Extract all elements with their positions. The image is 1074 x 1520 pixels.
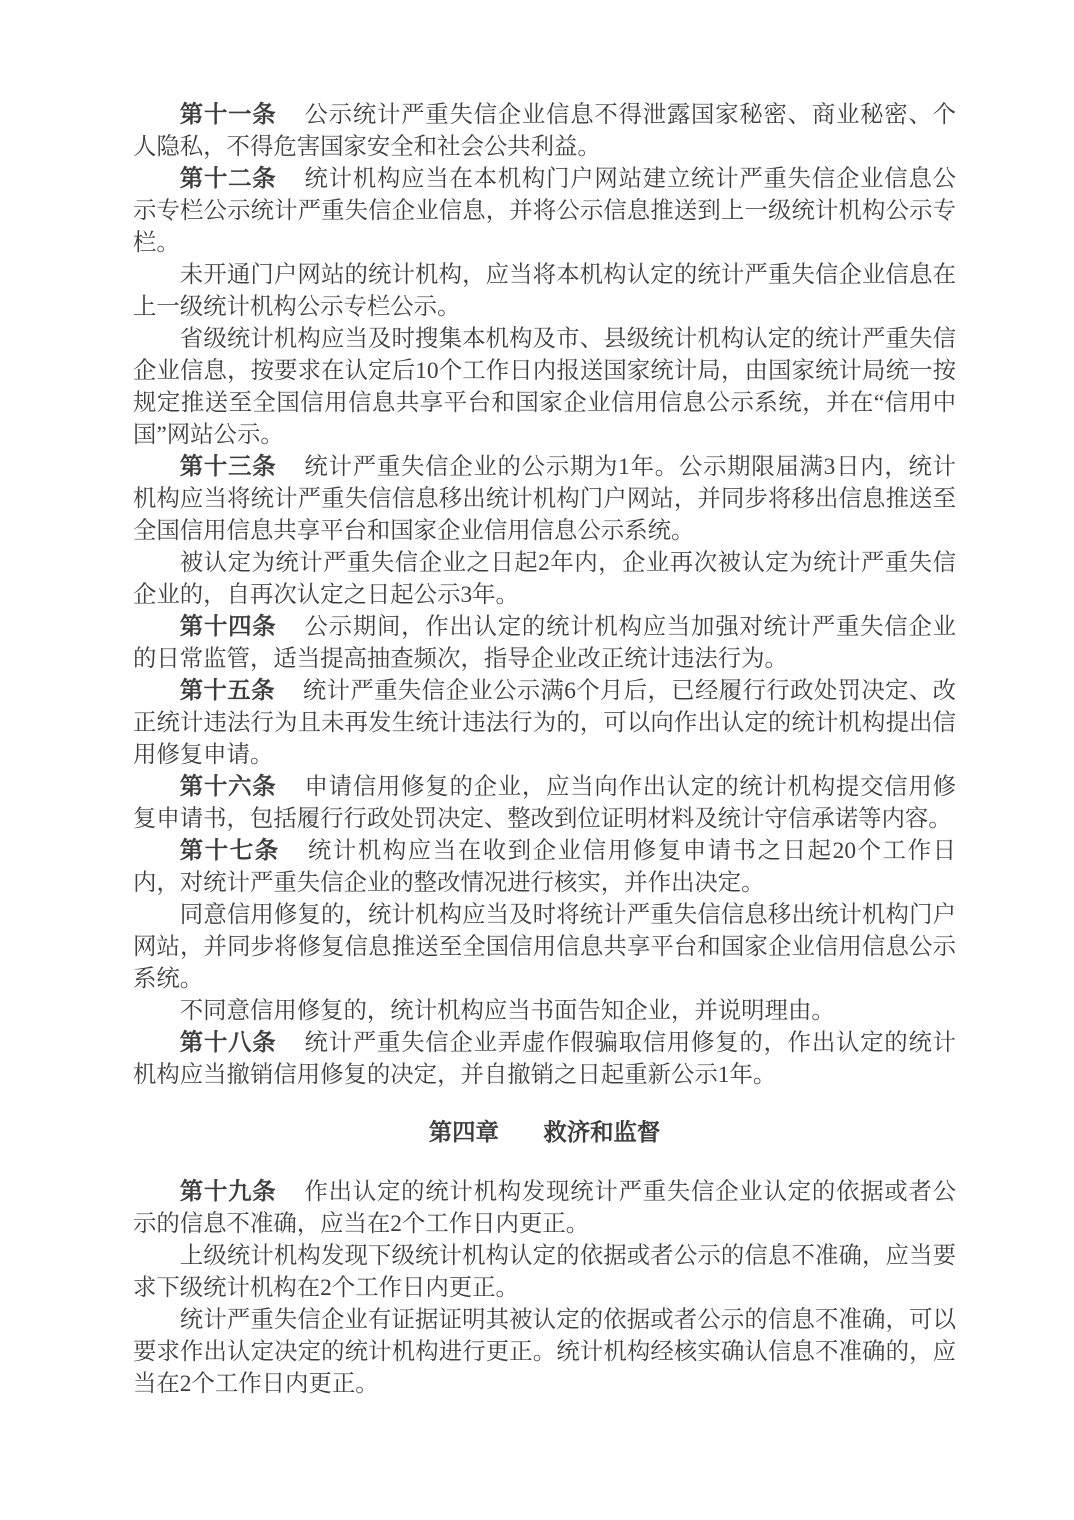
article-paragraph xyxy=(133,771,956,835)
chapter-heading xyxy=(133,1117,956,1149)
article-text: 统计严重失信企业弄虚作假骗取信用修复的，作出认定的统计机构应当撤销信用修复的决定，并自撤销之日起重新公示1年。 xyxy=(133,1030,957,1088)
article-text: 公示期间，作出认定的统计机构应当加强对统计严重失信企业的日常监管，适当提高抽查频次，指导企业改正统计违法行为。 xyxy=(133,614,957,672)
article-paragraph xyxy=(133,163,956,259)
article-number: 第十六条 xyxy=(179,774,277,800)
chapter-title: 救济和监督 xyxy=(543,1120,661,1146)
continuation-paragraph xyxy=(133,259,956,323)
article-paragraph xyxy=(133,675,956,771)
article-paragraph xyxy=(133,1176,956,1240)
article-text: 统计机构应当在本机构门户网站建立统计严重失信企业信息公示专栏公示统计严重失信企业信息，并将公示信息推送到上一级统计机构公示专栏。 xyxy=(133,166,957,256)
article-number: 第十八条 xyxy=(179,1030,277,1056)
paragraph-text: 不同意信用修复的，统计机构应当书面告知企业，并说明理由。 xyxy=(179,998,835,1024)
article-paragraph xyxy=(133,451,956,547)
continuation-paragraph xyxy=(133,1240,956,1304)
continuation-paragraph xyxy=(133,1304,956,1400)
paragraph-text: 未开通门户网站的统计机构，应当将本机构认定的统计严重失信企业信息在上一级统计机构公示专栏公示。 xyxy=(133,262,956,320)
article-number: 第十二条 xyxy=(179,166,277,192)
article-number: 第十五条 xyxy=(179,678,275,704)
article-number: 第十四条 xyxy=(179,614,277,640)
article-text: 作出认定的统计机构发现统计严重失信企业认定的依据或者公示的信息不准确，应当在2个工作日内更正。 xyxy=(133,1179,957,1237)
article-text: 统计严重失信企业公示满6个月后，已经履行行政处罚决定、改正统计违法行为且未再发生统计违法行为的，可以向作出认定的统计机构提出信用修复申请。 xyxy=(133,678,956,768)
article-text: 申请信用修复的企业，应当向作出认定的统计机构提交信用修复申请书，包括履行行政处罚决定、整改到位证明材料及统计守信承诺等内容。 xyxy=(133,774,957,832)
article-number: 第十一条 xyxy=(179,102,277,128)
article-paragraph xyxy=(133,611,956,675)
article-paragraph xyxy=(133,1027,956,1091)
paragraph-text: 同意信用修复的，统计机构应当及时将统计严重失信信息移出统计机构门户网站，并同步将修复信息推送至全国信用信息共享平台和国家企业信用信息公示系统。 xyxy=(133,902,956,992)
article-text: 统计严重失信企业的公示期为1年。公示期限届满3日内，统计机构应当将统计严重失信信息移出统计机构门户网站，并同步将移出信息推送至全国信用信息共享平台和国家企业信用信息公示系统。 xyxy=(133,454,957,544)
continuation-paragraph xyxy=(133,547,956,611)
continuation-paragraph xyxy=(133,899,956,995)
article-paragraph xyxy=(133,99,956,163)
paragraph-text: 省级统计机构应当及时搜集本机构及市、县级统计机构认定的统计严重失信企业信息，按要求在认定后10个工作日内报送国家统计局，由国家统计局统一按规定推送至全国信用信息共享平台和国家企业信用信息公示系统，并在“信用中国”网站公示。 xyxy=(133,326,956,448)
article-paragraph xyxy=(133,835,956,899)
document-body xyxy=(133,99,956,1400)
paragraph-text: 统计严重失信企业有证据证明其被认定的依据或者公示的信息不准确，可以要求作出认定决定的统计机构进行更正。统计机构经核实确认信息不准确的，应当在2个工作日内更正。 xyxy=(133,1307,956,1397)
article-number: 第十三条 xyxy=(179,454,277,480)
article-text: 统计机构应当在收到企业信用修复申请书之日起20个工作日内，对统计严重失信企业的整改情况进行核实，并作出决定。 xyxy=(133,838,957,896)
article-text: 公示统计严重失信企业信息不得泄露国家秘密、商业秘密、个人隐私，不得危害国家安全和社会公共利益。 xyxy=(133,102,957,160)
paragraph-text: 上级统计机构发现下级统计机构认定的依据或者公示的信息不准确，应当要求下级统计机构在2个工作日内更正。 xyxy=(133,1243,956,1301)
continuation-paragraph xyxy=(133,323,956,451)
article-number: 第十七条 xyxy=(179,838,280,864)
chapter-number: 第四章 xyxy=(428,1120,499,1146)
continuation-paragraph xyxy=(133,995,956,1027)
article-number: 第十九条 xyxy=(179,1179,277,1205)
paragraph-text: 被认定为统计严重失信企业之日起2年内，企业再次被认定为统计严重失信企业的，自再次认定之日起公示3年。 xyxy=(133,550,956,608)
